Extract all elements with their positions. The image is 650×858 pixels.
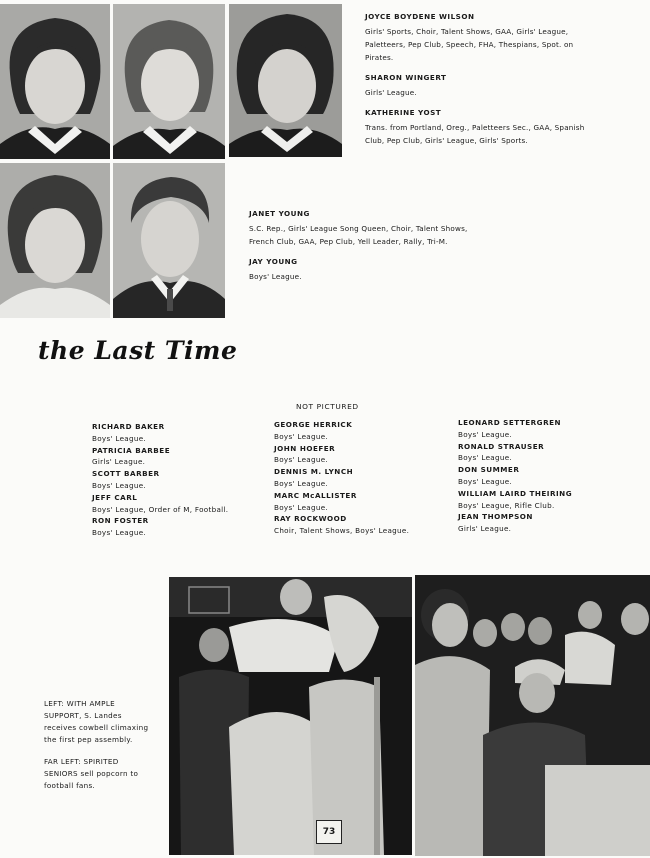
- senior-name: SHARON WINGERT: [365, 73, 447, 82]
- student-activities: Boys' League, Order of M, Football.: [92, 504, 229, 514]
- portrait-photo: [113, 163, 225, 318]
- student-activities: Boys' League.: [458, 453, 513, 463]
- student-name: MARC McALLISTER: [274, 490, 357, 500]
- pep-assembly-photo: [169, 577, 412, 855]
- not-pictured-title: NOT PICTURED: [296, 402, 359, 411]
- senior-entry: [365, 108, 597, 147]
- not-pictured-column: [274, 419, 444, 537]
- portrait-photo: [229, 4, 342, 157]
- student-name: RAY ROCKWOOD: [274, 514, 347, 524]
- student-activities: Boys' League.: [92, 433, 147, 443]
- student-activities: Boys' League.: [274, 431, 329, 441]
- senior-activities: S.C. Rep., Girls' League Song Queen, Choir, Talent Shows, French Club, GAA, Pep Club, Yell Leader, Rally, Tri-M.: [249, 224, 468, 246]
- student-name: JOHN HOEFER: [274, 443, 336, 453]
- student-activities: Boys' League.: [274, 455, 329, 465]
- student-activities: Boys' League, Rifle Club.: [458, 500, 555, 510]
- student-activities: Choir, Talent Shows, Boys' League.: [274, 526, 410, 536]
- portrait-photo: [113, 4, 225, 159]
- student-activities: Boys' League.: [458, 476, 513, 486]
- student-name: RICHARD BAKER: [92, 422, 165, 431]
- not-pictured-column: [458, 417, 628, 535]
- student-name: WILLIAM LAIRD THEIRING: [458, 488, 573, 498]
- senior-entry: [365, 12, 597, 64]
- student-name: RONALD STRAUSER: [458, 441, 545, 451]
- senior-entry: [365, 73, 597, 99]
- student-name: GEORGE HERRICK: [274, 420, 353, 429]
- senior-activities: Trans. from Portland, Oreg., Paletteers Sec., GAA, Spanish Club, Pep Club, Girls' League, Girls' Sports.: [365, 123, 585, 145]
- senior-name: JAY YOUNG: [249, 257, 298, 266]
- senior-activities: Boys' League.: [249, 272, 302, 281]
- senior-activities: Girls' Sports, Choir, Talent Shows, GAA, Girls' League, Paletteers, Pep Club, Speech, FHA, Thespians, Spot. on Pirates.: [365, 27, 574, 62]
- senior-entry: [249, 257, 485, 283]
- student-activities: Girls' League.: [92, 457, 146, 467]
- popcorn-sale-photo: [415, 575, 650, 856]
- student-activities: Boys' League.: [92, 480, 147, 490]
- senior-entry: [249, 209, 485, 248]
- student-name: PATRICIA BARBEE: [92, 445, 171, 455]
- senior-name: JANET YOUNG: [249, 209, 310, 218]
- student-activities: Girls' League.: [458, 524, 512, 534]
- student-name: DON SUMMER: [458, 465, 520, 475]
- student-name: SCOTT BARBER: [92, 469, 160, 479]
- student-name: LEONARD SETTERGREN: [458, 418, 562, 427]
- photo-caption-far-left: FAR LEFT: SPIRITED SENIORS sell popcorn to football fans.: [44, 757, 139, 790]
- student-name: JEAN THOMPSON: [458, 512, 533, 522]
- student-name: JEFF CARL: [92, 492, 138, 502]
- student-name: DENNIS M. LYNCH: [274, 467, 354, 477]
- senior-name: JOYCE BOYDENE WILSON: [365, 12, 475, 21]
- senior-name: KATHERINE YOST: [365, 108, 442, 117]
- student-activities: Boys' League.: [458, 429, 513, 439]
- section-heading: the Last Time: [38, 336, 238, 365]
- portrait-photo: [0, 163, 110, 318]
- student-activities: Boys' League.: [274, 502, 329, 512]
- senior-activities: Girls' League.: [365, 88, 417, 97]
- page-number: 73: [316, 820, 342, 844]
- student-activities: Boys' League.: [92, 528, 147, 538]
- portrait-photo: [0, 4, 110, 159]
- student-activities: Boys' League.: [274, 478, 329, 488]
- student-name: RON FOSTER: [92, 516, 149, 526]
- photo-caption-left: LEFT: WITH AMPLE SUPPORT, S. Landes receives cowbell climaxing the first pep assembly.: [44, 699, 149, 744]
- not-pictured-column: [92, 421, 252, 539]
